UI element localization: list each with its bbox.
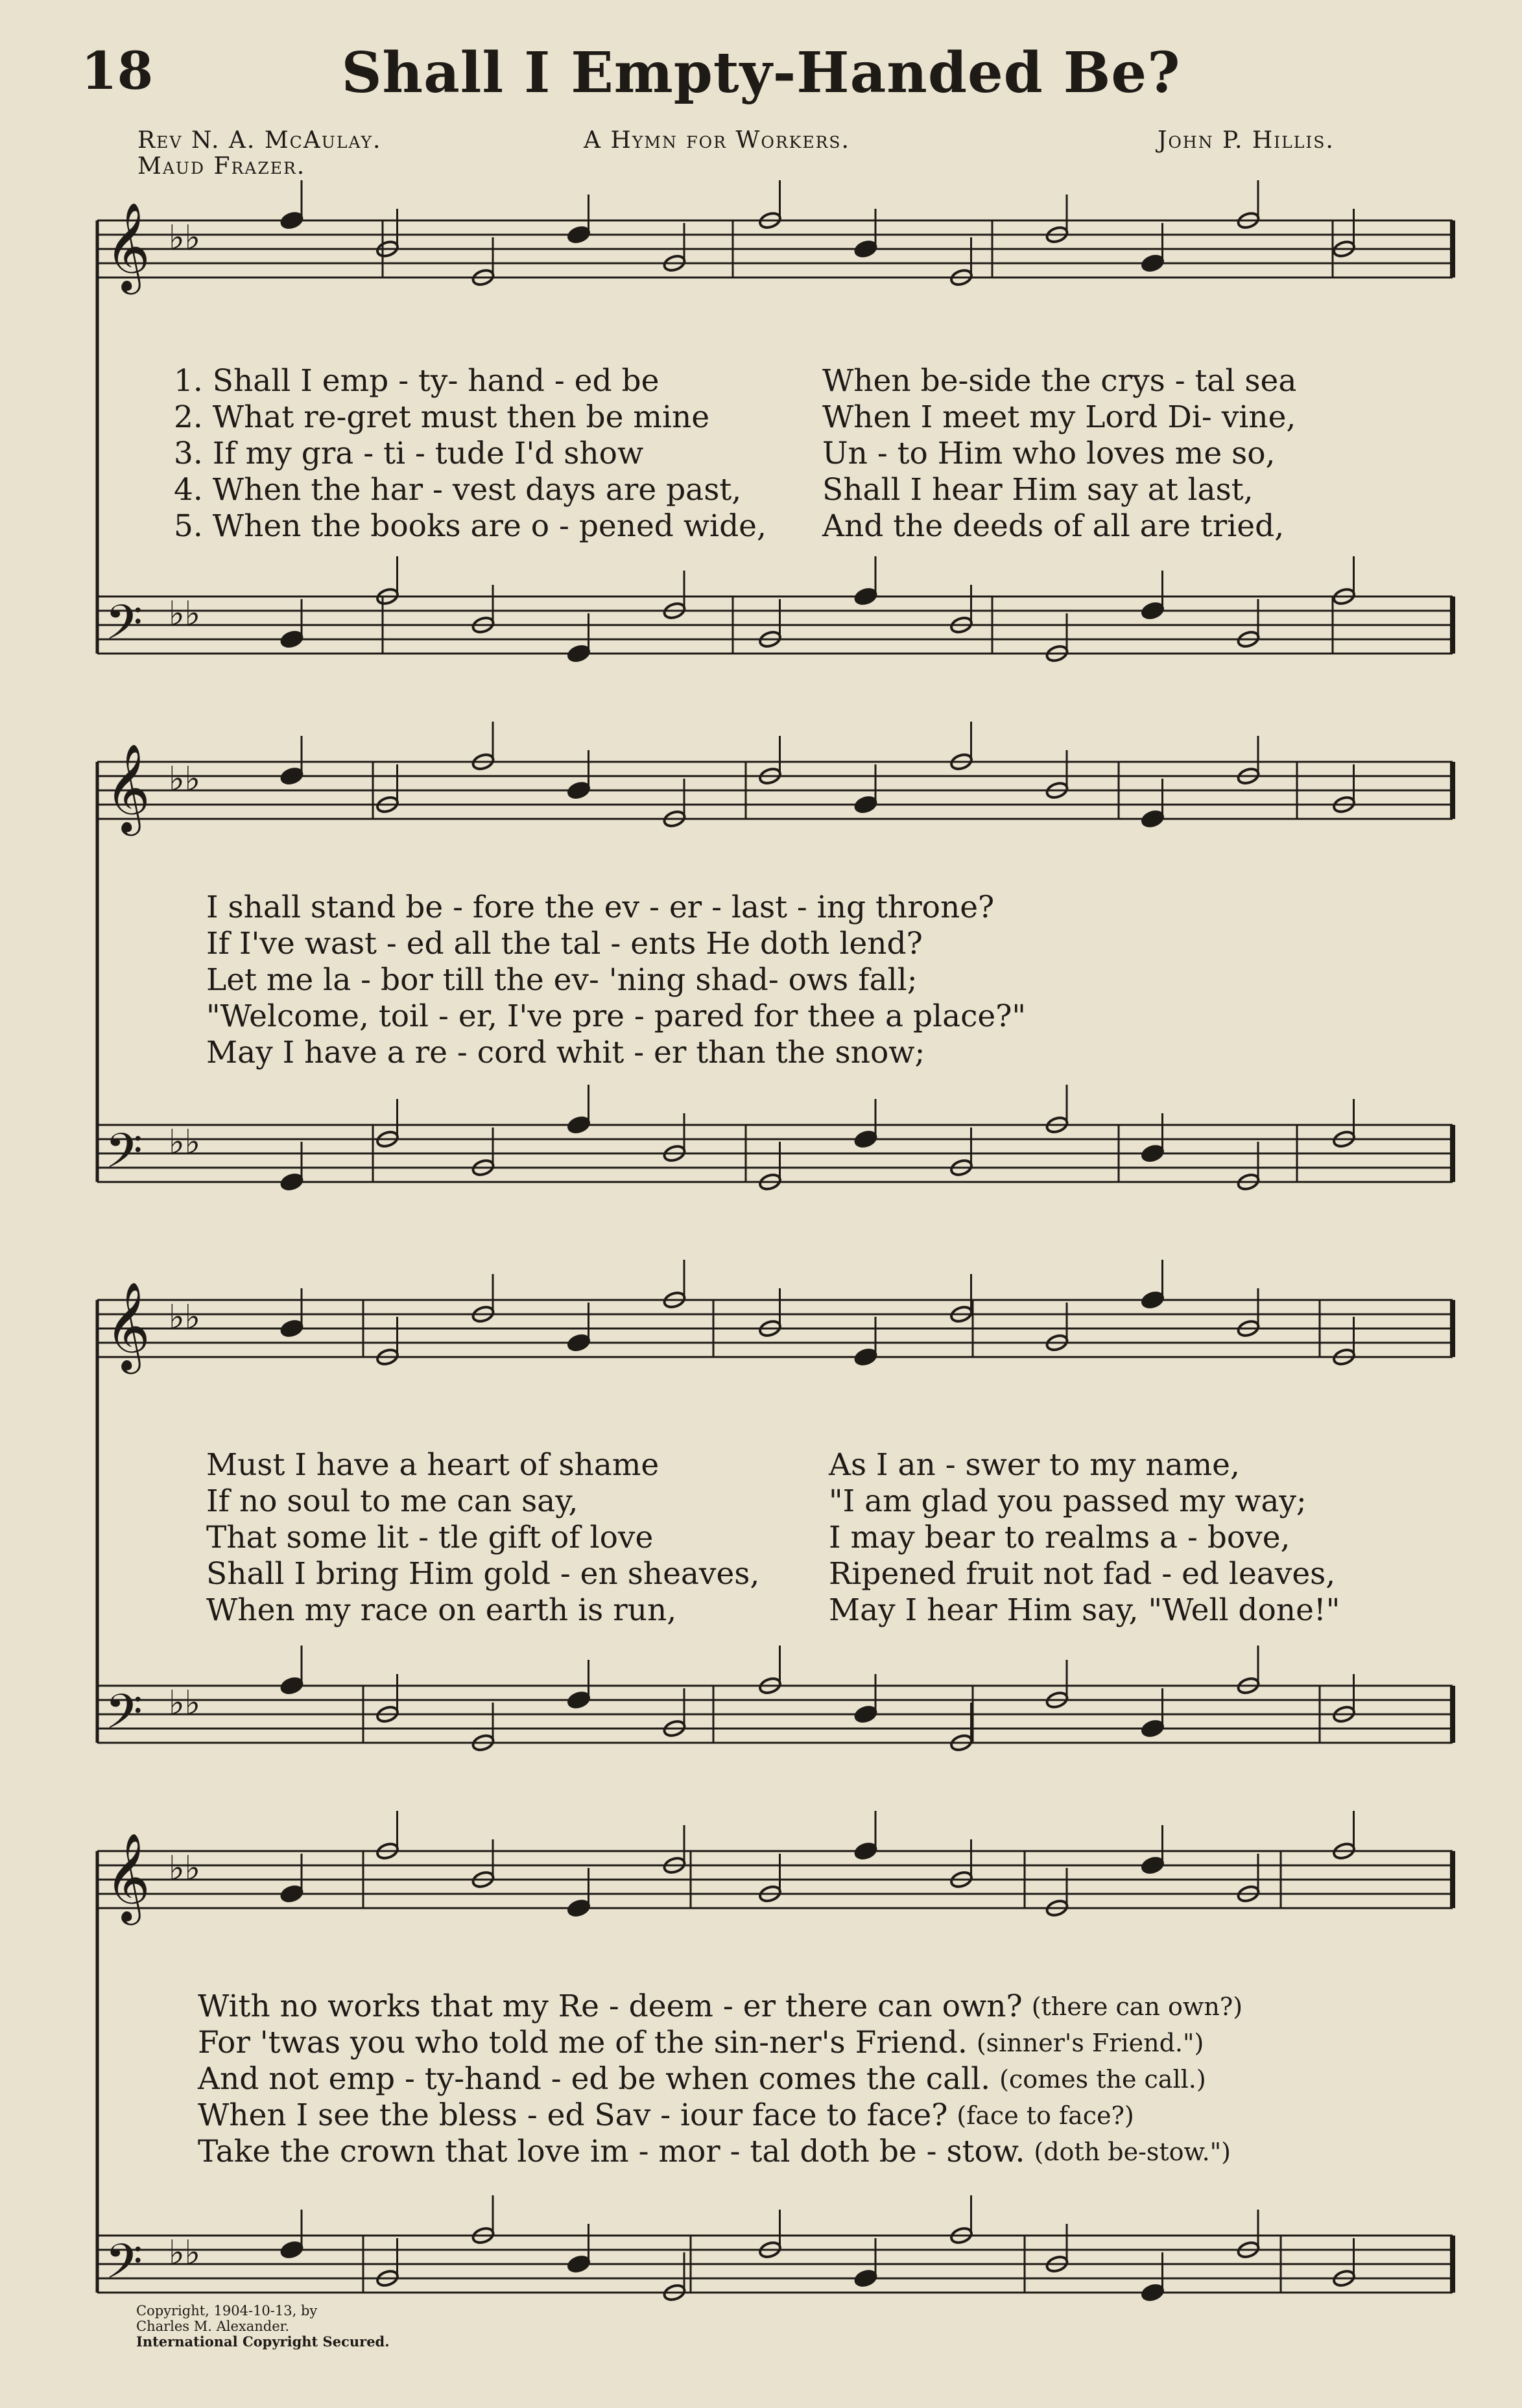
verse-line bbox=[206, 998, 1026, 1035]
lyric-text: With no works that my Re - deem - er there can own? bbox=[198, 1989, 1023, 2024]
svg-text:♭♭: ♭♭ bbox=[169, 760, 201, 799]
lyric-text: I may bear to realms a - bove, bbox=[829, 1520, 1290, 1555]
svg-text:𝄢: 𝄢 bbox=[105, 2234, 143, 2302]
verse-section-2 bbox=[206, 890, 1026, 1071]
lyric-text: For 'twas you who told me of the sin-ner's Friend. bbox=[198, 2025, 968, 2060]
lyric-text: Shall I bring Him gold - en sheaves, bbox=[206, 1556, 760, 1592]
verse-line bbox=[198, 2061, 1243, 2097]
lyric-text: 3. If my gra - ti - tude I'd show bbox=[174, 436, 644, 471]
svg-text:𝄞: 𝄞 bbox=[105, 1281, 150, 1370]
lyric-text: Shall I hear Him say at last, bbox=[822, 472, 1254, 508]
verse-line bbox=[174, 508, 1296, 545]
lyric-text: And not emp - ty-hand - ed be when comes the call. bbox=[198, 2061, 991, 2097]
lyric-text: Must I have a heart of shame bbox=[206, 1447, 660, 1483]
page-number: 18 bbox=[81, 40, 154, 101]
verse-line bbox=[174, 399, 1296, 436]
composer-credit: John P. Hillis. bbox=[1158, 127, 1335, 154]
lyric-text: And the deeds of all are tried, bbox=[822, 508, 1285, 544]
lyric-text: "I am glad you passed my way; bbox=[829, 1483, 1307, 1519]
echo-text: (doth be-stow.") bbox=[1034, 2138, 1231, 2166]
svg-text:♭♭: ♭♭ bbox=[169, 2234, 201, 2272]
verse-line bbox=[206, 926, 1026, 962]
echo-text: (sinner's Friend.") bbox=[976, 2029, 1204, 2057]
verse-line bbox=[206, 1592, 1340, 1629]
svg-text:♭♭: ♭♭ bbox=[169, 1849, 201, 1888]
lyric-text: That some lit - tle gift of love bbox=[206, 1520, 654, 1555]
author-credit: Rev N. A. McAulay. bbox=[137, 127, 382, 154]
copyright-holder: Charles M. Alexander. bbox=[136, 2319, 290, 2334]
verse-section-3 bbox=[206, 1447, 1340, 1629]
verse-line bbox=[206, 1483, 1340, 1520]
svg-text:𝄞: 𝄞 bbox=[105, 742, 150, 832]
verse-line bbox=[198, 2025, 1243, 2061]
svg-text:♭♭: ♭♭ bbox=[169, 595, 201, 633]
copyright-notice bbox=[136, 2303, 390, 2350]
lyric-text: Un - to Him who loves me so, bbox=[822, 436, 1276, 471]
verse-line bbox=[206, 1556, 1340, 1592]
lyric-text: "Welcome, toil - er, I've pre - pared for thee a place?" bbox=[206, 998, 1027, 1034]
coauthor-credit: Maud Frazer. bbox=[137, 153, 306, 180]
echo-text: (face to face?) bbox=[957, 2101, 1134, 2130]
svg-text:♭♭: ♭♭ bbox=[169, 1123, 201, 1162]
hymn-subtitle: A Hymn for Workers. bbox=[584, 127, 851, 154]
lyric-text: May I have a re - cord whit - er than the snow; bbox=[206, 1035, 925, 1070]
verse-line bbox=[206, 890, 1026, 926]
lyric-text: I shall stand be - fore the ev - er - last - ing throne? bbox=[206, 890, 995, 925]
lyric-text: 1. Shall I emp - ty- hand - ed be bbox=[174, 363, 660, 399]
lyric-text: If I've wast - ed all the tal - ents He doth lend? bbox=[206, 926, 923, 962]
lyric-text: As I an - swer to my name, bbox=[829, 1447, 1240, 1483]
verse-line bbox=[206, 962, 1026, 998]
verse-line bbox=[174, 472, 1296, 508]
verse-line bbox=[206, 1035, 1026, 1071]
svg-text:♭♭: ♭♭ bbox=[169, 1298, 201, 1337]
verse-line bbox=[174, 436, 1296, 472]
lyric-text: Ripened fruit not fad - ed leaves, bbox=[829, 1556, 1336, 1592]
verse-line bbox=[174, 363, 1296, 399]
verse-line bbox=[206, 1447, 1340, 1483]
lyric-text: If no soul to me can say, bbox=[206, 1483, 578, 1519]
echo-text: (there can own?) bbox=[1031, 1992, 1243, 2021]
lyric-text: When be-side the crys - tal sea bbox=[822, 363, 1297, 399]
echo-text: (comes the call.) bbox=[999, 2065, 1206, 2094]
lyric-text: When I see the bless - ed Sav - iour face to face? bbox=[198, 2097, 948, 2133]
verse-section-1 bbox=[174, 363, 1296, 545]
svg-text:♭♭: ♭♭ bbox=[169, 1684, 201, 1723]
hymn-title: Shall I Empty-Handed Be? bbox=[341, 40, 1181, 106]
lyric-text: When my race on earth is run, bbox=[206, 1592, 677, 1628]
verse-line bbox=[198, 1989, 1243, 2025]
copyright-line: Copyright, 1904-10-13, by bbox=[136, 2303, 318, 2319]
svg-text:♭♭: ♭♭ bbox=[169, 218, 201, 257]
svg-text:𝄞: 𝄞 bbox=[105, 1832, 150, 1921]
svg-text:𝄢: 𝄢 bbox=[105, 595, 143, 663]
copyright-secured: International Copyright Secured. bbox=[136, 2333, 390, 2350]
svg-text:𝄢: 𝄢 bbox=[105, 1684, 143, 1752]
verse-line bbox=[198, 2097, 1243, 2134]
lyric-text: When I meet my Lord Di- vine, bbox=[822, 399, 1296, 435]
lyric-text: Take the crown that love im - mor - tal doth be - stow. bbox=[198, 2134, 1025, 2169]
svg-text:𝄢: 𝄢 bbox=[105, 1123, 143, 1191]
svg-text:𝄞: 𝄞 bbox=[105, 201, 150, 290]
lyric-text: May I hear Him say, "Well done!" bbox=[829, 1592, 1340, 1628]
lyric-text: 4. When the har - vest days are past, bbox=[174, 472, 742, 508]
lyric-text: Let me la - bor till the ev- 'ning shad- ows fall; bbox=[206, 962, 918, 998]
verse-section-4 bbox=[198, 1989, 1243, 2170]
lyric-text: 2. What re-gret must then be mine bbox=[174, 399, 710, 435]
verse-line bbox=[198, 2134, 1243, 2170]
verse-line bbox=[206, 1520, 1340, 1556]
lyric-text: 5. When the books are o - pened wide, bbox=[174, 508, 767, 544]
